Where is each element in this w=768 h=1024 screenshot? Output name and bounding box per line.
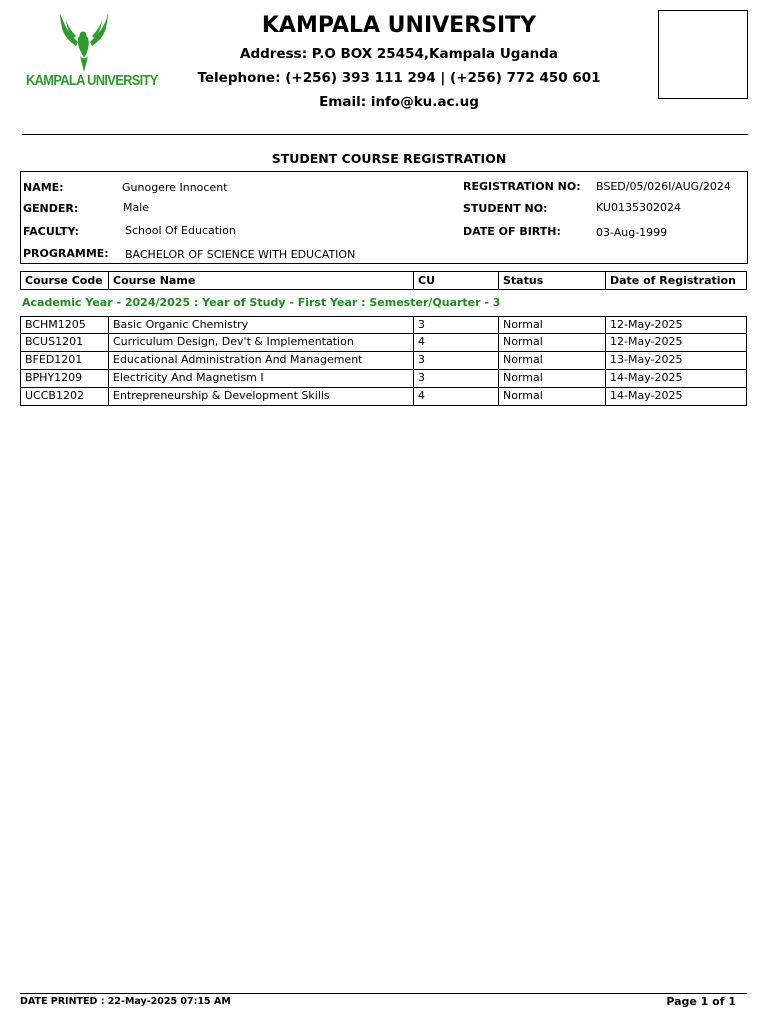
gender-label: GENDER:: [23, 202, 79, 215]
course-code: BCUS1201: [25, 335, 84, 348]
footer-divider: [20, 993, 747, 994]
course-code: UCCB1202: [25, 389, 84, 402]
passport-photo-box: [658, 10, 748, 99]
university-telephone: Telephone: (+256) 393 111 294 | (+256) 772 450 601: [197, 70, 601, 86]
student-no-value: KU0135302024: [596, 201, 681, 214]
university-email: Email: info@ku.ac.ug: [319, 94, 479, 110]
course-registration-date: 12-May-2025: [605, 317, 748, 333]
logo-wordmark: KAMPALA UNIVERSITY: [26, 72, 158, 89]
course-status: Normal: [498, 370, 605, 387]
course-credit-units: 4: [413, 388, 498, 405]
course-name: Electricity And Magnetism I: [108, 370, 413, 387]
table-row: [20, 334, 747, 352]
header-credit-units: CU: [413, 272, 498, 289]
course-code: BCHM1205: [25, 318, 86, 331]
course-name: Curriculum Design, Dev't & Implementation: [108, 334, 413, 351]
course-registration-date: 14-May-2025: [605, 370, 748, 387]
document-title: STUDENT COURSE REGISTRATION: [271, 151, 507, 166]
programme-value: BACHELOR OF SCIENCE WITH EDUCATION: [125, 248, 356, 261]
date-of-birth-value: 03-Aug-1999: [596, 226, 668, 239]
course-credit-units: 3: [413, 317, 498, 333]
header-divider: [22, 134, 748, 135]
table-row: [20, 370, 747, 388]
table-row: [20, 316, 747, 334]
course-name: Entrepreneurship & Development Skills: [108, 388, 413, 405]
course-status: Normal: [498, 352, 605, 369]
student-no-label: STUDENT NO:: [463, 202, 548, 215]
programme-label: PROGRAMME:: [23, 247, 109, 260]
university-address: Address: P.O BOX 25454,Kampala Uganda: [240, 46, 558, 62]
course-registration-date: 12-May-2025: [605, 334, 748, 351]
header-course-code: Course Code: [25, 274, 103, 287]
course-status: Normal: [498, 334, 605, 351]
course-credit-units: 3: [413, 352, 498, 369]
course-name: Basic Organic Chemistry: [108, 317, 413, 333]
student-info-box: [20, 171, 748, 264]
name-label: NAME:: [23, 181, 64, 194]
faculty-value: School Of Education: [125, 224, 236, 237]
academic-year-heading: Academic Year - 2024/2025 : Year of Study - First Year : Semester/Quarter - 3: [22, 296, 501, 309]
course-registration-date: 14-May-2025: [605, 388, 748, 405]
course-name: Educational Administration And Management: [108, 352, 413, 369]
faculty-label: FACULTY:: [23, 225, 79, 238]
table-row: [20, 352, 747, 370]
table-row: [20, 388, 747, 406]
course-code: BPHY1209: [25, 371, 83, 384]
registration-no-label: REGISTRATION NO:: [463, 180, 581, 193]
course-status: Normal: [498, 317, 605, 333]
date-printed: DATE PRINTED : 22-May-2025 07:15 AM: [20, 996, 231, 1007]
date-of-birth-label: DATE OF BIRTH:: [463, 225, 561, 238]
header-course-name: Course Name: [108, 272, 413, 289]
course-credit-units: 4: [413, 334, 498, 351]
course-credit-units: 3: [413, 370, 498, 387]
header-date-of-registration: Date of Registration: [605, 272, 748, 289]
gender-value: Male: [123, 201, 150, 214]
course-code: BFED1201: [25, 353, 83, 366]
name-value: Gunogere Innocent: [122, 181, 228, 194]
header-status: Status: [498, 272, 605, 289]
course-table-header: [20, 271, 747, 290]
course-status: Normal: [498, 388, 605, 405]
page-number: Page 1 of 1: [666, 995, 736, 1008]
university-name: KAMPALA UNIVERSITY: [261, 13, 537, 38]
registration-no-value: BSED/05/026I/AUG/2024: [596, 180, 731, 193]
course-registration-date: 13-May-2025: [605, 352, 748, 369]
